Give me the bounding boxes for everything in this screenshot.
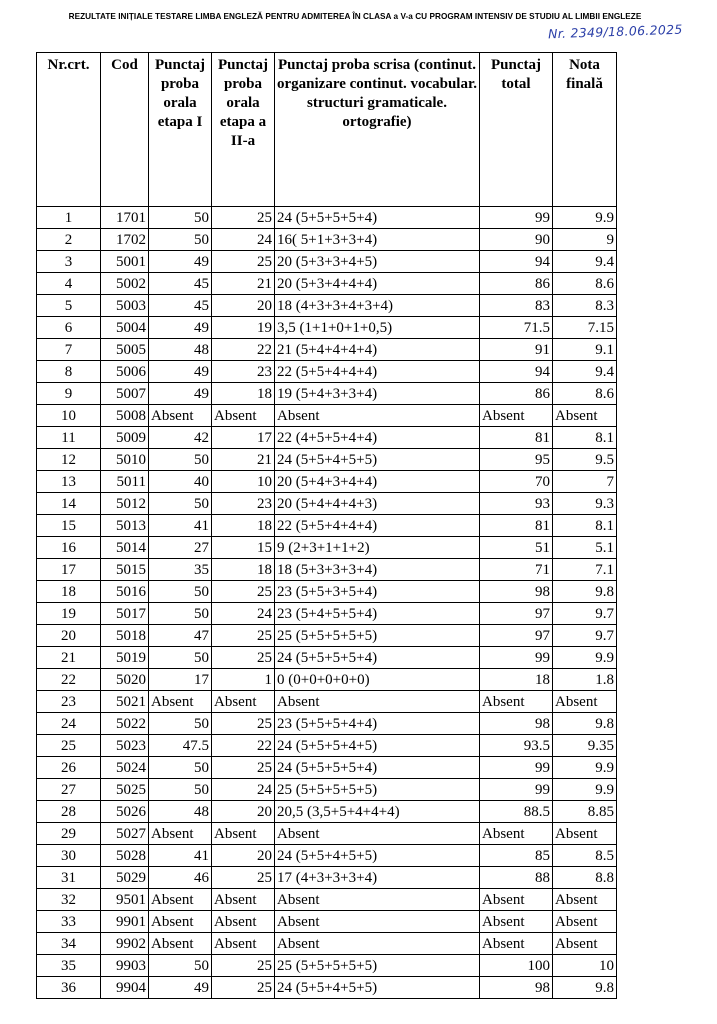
cell-cod: 5029 [101, 867, 149, 889]
cell-final-grade: 9.9 [553, 757, 617, 779]
cell-written-test: 0 (0+0+0+0+0) [275, 669, 480, 691]
cell-cod: 1701 [101, 207, 149, 229]
cell-total: 88.5 [480, 801, 553, 823]
table-row [37, 933, 617, 955]
cell-nr: 10 [37, 405, 101, 427]
table-row [37, 229, 617, 251]
cell-total: 95 [480, 449, 553, 471]
cell-oral-stage-2: 20 [212, 801, 275, 823]
cell-final-grade: 1.8 [553, 669, 617, 691]
cell-nr: 5 [37, 295, 101, 317]
table-row [37, 581, 617, 603]
cell-written-test: 22 (4+5+5+4+4) [275, 427, 480, 449]
cell-written-test: Absent [275, 933, 480, 955]
cell-final-grade: 9.9 [553, 647, 617, 669]
cell-oral-stage-1: Absent [149, 911, 212, 933]
cell-oral-stage-2: 25 [212, 625, 275, 647]
cell-oral-stage-2: 25 [212, 251, 275, 273]
cell-cod: 5021 [101, 691, 149, 713]
cell-nr: 35 [37, 955, 101, 977]
cell-cod: 5017 [101, 603, 149, 625]
cell-oral-stage-1: Absent [149, 405, 212, 427]
table-row [37, 977, 617, 999]
cell-nr: 13 [37, 471, 101, 493]
cell-nr: 32 [37, 889, 101, 911]
cell-oral-stage-1: 47 [149, 625, 212, 647]
table-row [37, 317, 617, 339]
cell-nr: 8 [37, 361, 101, 383]
cell-written-test: 23 (5+4+5+5+4) [275, 603, 480, 625]
header-cod: Cod [101, 53, 149, 207]
cell-oral-stage-2: 19 [212, 317, 275, 339]
cell-total: Absent [480, 405, 553, 427]
cell-total: 93 [480, 493, 553, 515]
cell-cod: 5008 [101, 405, 149, 427]
table-row [37, 251, 617, 273]
cell-cod: 5027 [101, 823, 149, 845]
cell-written-test: 20 (5+4+3+4+4) [275, 471, 480, 493]
cell-cod: 5010 [101, 449, 149, 471]
document-title: REZULTATE INIȚIALE TESTARE LIMBA ENGLEZĂ PENTRU ADMITEREA ÎN CLASA a V-a CU PROGRAM INTENSIV DE STUDIU AL LIMBII ENGLEZE [68, 12, 642, 21]
cell-written-test: 19 (5+4+3+3+4) [275, 383, 480, 405]
cell-written-test: 20,5 (3,5+5+4+4+4) [275, 801, 480, 823]
header-final-grade: Nota finală [553, 53, 617, 207]
cell-total: 91 [480, 339, 553, 361]
cell-total: 98 [480, 581, 553, 603]
cell-final-grade: 8.85 [553, 801, 617, 823]
cell-cod: 5018 [101, 625, 149, 647]
cell-nr: 9 [37, 383, 101, 405]
cell-oral-stage-1: 41 [149, 515, 212, 537]
table-row [37, 823, 617, 845]
cell-nr: 21 [37, 647, 101, 669]
table-row [37, 801, 617, 823]
cell-oral-stage-2: 20 [212, 845, 275, 867]
cell-nr: 19 [37, 603, 101, 625]
cell-oral-stage-2: 22 [212, 735, 275, 757]
table-row [37, 867, 617, 889]
table-row [37, 339, 617, 361]
cell-final-grade: Absent [553, 405, 617, 427]
cell-oral-stage-2: 25 [212, 977, 275, 999]
cell-total: 71.5 [480, 317, 553, 339]
cell-nr: 11 [37, 427, 101, 449]
cell-oral-stage-1: 47.5 [149, 735, 212, 757]
cell-nr: 15 [37, 515, 101, 537]
table-row [37, 537, 617, 559]
cell-cod: 5001 [101, 251, 149, 273]
cell-written-test: 22 (5+5+4+4+4) [275, 515, 480, 537]
cell-written-test: 17 (4+3+3+3+4) [275, 867, 480, 889]
cell-written-test: 16( 5+1+3+3+4) [275, 229, 480, 251]
table-row [37, 405, 617, 427]
cell-nr: 2 [37, 229, 101, 251]
cell-cod: 5022 [101, 713, 149, 735]
cell-oral-stage-1: 50 [149, 779, 212, 801]
cell-total: 85 [480, 845, 553, 867]
table-row [37, 273, 617, 295]
table-header-row [37, 53, 617, 207]
cell-nr: 12 [37, 449, 101, 471]
cell-final-grade: 8.5 [553, 845, 617, 867]
cell-nr: 18 [37, 581, 101, 603]
table-row [37, 889, 617, 911]
cell-total: Absent [480, 911, 553, 933]
cell-final-grade: 8.3 [553, 295, 617, 317]
cell-oral-stage-1: 50 [149, 713, 212, 735]
cell-final-grade: 9.35 [553, 735, 617, 757]
cell-written-test: 20 (5+3+4+4+4) [275, 273, 480, 295]
cell-total: 83 [480, 295, 553, 317]
cell-final-grade: 9.8 [553, 713, 617, 735]
cell-total: 88 [480, 867, 553, 889]
cell-final-grade: 8.6 [553, 273, 617, 295]
cell-written-test: 25 (5+5+5+5+5) [275, 779, 480, 801]
cell-nr: 30 [37, 845, 101, 867]
cell-final-grade: 9.5 [553, 449, 617, 471]
cell-cod: 5011 [101, 471, 149, 493]
cell-cod: 5020 [101, 669, 149, 691]
cell-cod: 5028 [101, 845, 149, 867]
cell-oral-stage-2: 23 [212, 361, 275, 383]
cell-written-test: 25 (5+5+5+5+5) [275, 955, 480, 977]
cell-cod: 5005 [101, 339, 149, 361]
cell-written-test: 23 (5+5+5+4+4) [275, 713, 480, 735]
cell-total: Absent [480, 823, 553, 845]
cell-oral-stage-1: 50 [149, 647, 212, 669]
cell-total: 99 [480, 757, 553, 779]
cell-cod: 5023 [101, 735, 149, 757]
header-oral-stage-2: Punctaj proba orala etapa a II-a [212, 53, 275, 207]
cell-final-grade: 9 [553, 229, 617, 251]
cell-total: 51 [480, 537, 553, 559]
cell-final-grade: 9.1 [553, 339, 617, 361]
cell-oral-stage-2: 20 [212, 295, 275, 317]
table-row [37, 493, 617, 515]
cell-written-test: Absent [275, 823, 480, 845]
cell-written-test: 24 (5+5+5+4+5) [275, 735, 480, 757]
cell-written-test: Absent [275, 405, 480, 427]
cell-oral-stage-1: Absent [149, 889, 212, 911]
cell-written-test: 24 (5+5+4+5+5) [275, 845, 480, 867]
cell-total: 90 [480, 229, 553, 251]
cell-final-grade: 8.6 [553, 383, 617, 405]
cell-oral-stage-1: 50 [149, 449, 212, 471]
cell-final-grade: Absent [553, 691, 617, 713]
cell-oral-stage-2: 10 [212, 471, 275, 493]
table-row [37, 625, 617, 647]
cell-total: 100 [480, 955, 553, 977]
table-row [37, 955, 617, 977]
cell-oral-stage-2: 1 [212, 669, 275, 691]
cell-final-grade: 7.1 [553, 559, 617, 581]
table-row [37, 757, 617, 779]
cell-total: 99 [480, 647, 553, 669]
cell-oral-stage-2: 21 [212, 273, 275, 295]
cell-oral-stage-2: 21 [212, 449, 275, 471]
cell-written-test: 22 (5+5+4+4+4) [275, 361, 480, 383]
cell-oral-stage-1: 45 [149, 273, 212, 295]
cell-final-grade: 8.1 [553, 427, 617, 449]
cell-total: 86 [480, 273, 553, 295]
cell-oral-stage-2: 25 [212, 713, 275, 735]
cell-final-grade: 9.7 [553, 603, 617, 625]
table-row [37, 559, 617, 581]
table-row [37, 779, 617, 801]
cell-written-test: 21 (5+4+4+4+4) [275, 339, 480, 361]
cell-final-grade: Absent [553, 911, 617, 933]
cell-total: Absent [480, 691, 553, 713]
cell-cod: 5009 [101, 427, 149, 449]
cell-nr: 36 [37, 977, 101, 999]
cell-oral-stage-2: 25 [212, 757, 275, 779]
cell-final-grade: 7.15 [553, 317, 617, 339]
table-row [37, 361, 617, 383]
header-nr: Nr.crt. [37, 53, 101, 207]
cell-nr: 34 [37, 933, 101, 955]
cell-nr: 17 [37, 559, 101, 581]
cell-oral-stage-2: Absent [212, 933, 275, 955]
cell-oral-stage-1: 50 [149, 493, 212, 515]
cell-nr: 7 [37, 339, 101, 361]
cell-written-test: 23 (5+5+3+5+4) [275, 581, 480, 603]
cell-written-test: Absent [275, 691, 480, 713]
cell-final-grade: 9.9 [553, 779, 617, 801]
cell-oral-stage-2: 22 [212, 339, 275, 361]
header-written-test: Punctaj proba scrisa (continut. organizare continut. vocabular. structuri gramaticale. ortografie) [275, 53, 480, 207]
table-row [37, 669, 617, 691]
cell-final-grade: 9.4 [553, 361, 617, 383]
cell-oral-stage-1: 17 [149, 669, 212, 691]
cell-total: 94 [480, 361, 553, 383]
cell-cod: 9902 [101, 933, 149, 955]
cell-nr: 20 [37, 625, 101, 647]
cell-oral-stage-1: 48 [149, 339, 212, 361]
cell-oral-stage-1: 49 [149, 383, 212, 405]
cell-oral-stage-1: 50 [149, 955, 212, 977]
cell-total: 99 [480, 779, 553, 801]
cell-cod: 9901 [101, 911, 149, 933]
cell-written-test: 9 (2+3+1+1+2) [275, 537, 480, 559]
cell-cod: 1702 [101, 229, 149, 251]
cell-oral-stage-1: 50 [149, 229, 212, 251]
cell-cod: 5014 [101, 537, 149, 559]
cell-nr: 22 [37, 669, 101, 691]
cell-oral-stage-1: 40 [149, 471, 212, 493]
cell-nr: 14 [37, 493, 101, 515]
cell-nr: 33 [37, 911, 101, 933]
cell-written-test: 3,5 (1+1+0+1+0,5) [275, 317, 480, 339]
cell-cod: 5012 [101, 493, 149, 515]
table-row [37, 515, 617, 537]
cell-oral-stage-1: Absent [149, 691, 212, 713]
cell-oral-stage-2: 25 [212, 581, 275, 603]
cell-written-test: 24 (5+5+5+5+4) [275, 647, 480, 669]
cell-oral-stage-2: 25 [212, 207, 275, 229]
cell-oral-stage-1: 50 [149, 757, 212, 779]
table-row [37, 845, 617, 867]
cell-oral-stage-1: 46 [149, 867, 212, 889]
cell-written-test: 24 (5+5+5+5+4) [275, 757, 480, 779]
table-row [37, 295, 617, 317]
cell-oral-stage-2: Absent [212, 823, 275, 845]
table-row [37, 647, 617, 669]
cell-final-grade: 9.9 [553, 207, 617, 229]
cell-oral-stage-2: 24 [212, 603, 275, 625]
cell-oral-stage-1: 50 [149, 207, 212, 229]
cell-oral-stage-1: 49 [149, 361, 212, 383]
cell-final-grade: 9.3 [553, 493, 617, 515]
cell-nr: 27 [37, 779, 101, 801]
cell-nr: 24 [37, 713, 101, 735]
cell-oral-stage-1: 45 [149, 295, 212, 317]
cell-nr: 28 [37, 801, 101, 823]
cell-nr: 25 [37, 735, 101, 757]
cell-oral-stage-1: 49 [149, 977, 212, 999]
cell-total: 98 [480, 977, 553, 999]
cell-final-grade: 9.4 [553, 251, 617, 273]
cell-written-test: 24 (5+5+5+5+4) [275, 207, 480, 229]
cell-final-grade: 9.7 [553, 625, 617, 647]
cell-final-grade: 8.8 [553, 867, 617, 889]
cell-total: 98 [480, 713, 553, 735]
cell-total: 97 [480, 625, 553, 647]
cell-total: 99 [480, 207, 553, 229]
table-row [37, 207, 617, 229]
table-row [37, 713, 617, 735]
cell-oral-stage-2: Absent [212, 405, 275, 427]
cell-oral-stage-1: 48 [149, 801, 212, 823]
cell-oral-stage-2: 24 [212, 229, 275, 251]
results-table [36, 52, 617, 999]
cell-total: Absent [480, 889, 553, 911]
cell-oral-stage-2: 23 [212, 493, 275, 515]
cell-total: 81 [480, 515, 553, 537]
cell-final-grade: 7 [553, 471, 617, 493]
cell-oral-stage-1: Absent [149, 823, 212, 845]
cell-cod: 9501 [101, 889, 149, 911]
cell-oral-stage-1: 49 [149, 317, 212, 339]
cell-written-test: Absent [275, 889, 480, 911]
cell-nr: 16 [37, 537, 101, 559]
cell-cod: 5006 [101, 361, 149, 383]
table-row [37, 911, 617, 933]
cell-cod: 5024 [101, 757, 149, 779]
cell-written-test: 20 (5+3+3+4+5) [275, 251, 480, 273]
table-row [37, 383, 617, 405]
cell-total: Absent [480, 933, 553, 955]
cell-final-grade: 9.8 [553, 581, 617, 603]
cell-oral-stage-2: 25 [212, 647, 275, 669]
cell-oral-stage-2: 25 [212, 955, 275, 977]
cell-oral-stage-2: 17 [212, 427, 275, 449]
cell-total: 97 [480, 603, 553, 625]
cell-final-grade: 9.8 [553, 977, 617, 999]
cell-nr: 29 [37, 823, 101, 845]
cell-nr: 3 [37, 251, 101, 273]
cell-oral-stage-1: 41 [149, 845, 212, 867]
cell-cod: 5015 [101, 559, 149, 581]
cell-oral-stage-1: 49 [149, 251, 212, 273]
cell-written-test: 18 (5+3+3+3+4) [275, 559, 480, 581]
cell-total: 86 [480, 383, 553, 405]
cell-final-grade: 8.1 [553, 515, 617, 537]
table-row [37, 603, 617, 625]
cell-nr: 1 [37, 207, 101, 229]
cell-oral-stage-2: 18 [212, 515, 275, 537]
cell-written-test: 20 (5+4+4+4+3) [275, 493, 480, 515]
table-row [37, 449, 617, 471]
cell-nr: 23 [37, 691, 101, 713]
cell-cod: 5003 [101, 295, 149, 317]
cell-nr: 4 [37, 273, 101, 295]
cell-final-grade: 10 [553, 955, 617, 977]
cell-cod: 5007 [101, 383, 149, 405]
cell-oral-stage-2: 15 [212, 537, 275, 559]
cell-nr: 26 [37, 757, 101, 779]
cell-cod: 5013 [101, 515, 149, 537]
cell-nr: 6 [37, 317, 101, 339]
cell-cod: 5025 [101, 779, 149, 801]
cell-oral-stage-1: 27 [149, 537, 212, 559]
table-row [37, 735, 617, 757]
cell-cod: 9903 [101, 955, 149, 977]
cell-oral-stage-2: 18 [212, 559, 275, 581]
cell-oral-stage-1: 50 [149, 603, 212, 625]
cell-total: 94 [480, 251, 553, 273]
cell-cod: 5026 [101, 801, 149, 823]
cell-written-test: 24 (5+5+4+5+5) [275, 977, 480, 999]
header-total: Punctaj total [480, 53, 553, 207]
table-row [37, 427, 617, 449]
cell-total: 70 [480, 471, 553, 493]
header-oral-stage-1: Punctaj proba orala etapa I [149, 53, 212, 207]
cell-final-grade: Absent [553, 933, 617, 955]
cell-cod: 5002 [101, 273, 149, 295]
cell-oral-stage-2: Absent [212, 911, 275, 933]
cell-total: 93.5 [480, 735, 553, 757]
cell-final-grade: Absent [553, 823, 617, 845]
table-row [37, 691, 617, 713]
cell-oral-stage-2: 18 [212, 383, 275, 405]
cell-oral-stage-1: Absent [149, 933, 212, 955]
cell-oral-stage-2: 25 [212, 867, 275, 889]
cell-final-grade: Absent [553, 889, 617, 911]
cell-cod: 5016 [101, 581, 149, 603]
cell-written-test: Absent [275, 911, 480, 933]
cell-total: 18 [480, 669, 553, 691]
cell-oral-stage-2: Absent [212, 889, 275, 911]
cell-oral-stage-2: Absent [212, 691, 275, 713]
cell-total: 71 [480, 559, 553, 581]
cell-cod: 5019 [101, 647, 149, 669]
cell-oral-stage-1: 42 [149, 427, 212, 449]
cell-oral-stage-1: 50 [149, 581, 212, 603]
cell-oral-stage-2: 24 [212, 779, 275, 801]
cell-cod: 5004 [101, 317, 149, 339]
cell-nr: 31 [37, 867, 101, 889]
cell-written-test: 24 (5+5+4+5+5) [275, 449, 480, 471]
table-row [37, 471, 617, 493]
registration-number-handwritten: Nr. 2349/18.06.2025 [547, 21, 683, 42]
cell-written-test: 25 (5+5+5+5+5) [275, 625, 480, 647]
cell-final-grade: 5.1 [553, 537, 617, 559]
cell-cod: 9904 [101, 977, 149, 999]
cell-written-test: 18 (4+3+3+4+3+4) [275, 295, 480, 317]
cell-oral-stage-1: 35 [149, 559, 212, 581]
cell-total: 81 [480, 427, 553, 449]
